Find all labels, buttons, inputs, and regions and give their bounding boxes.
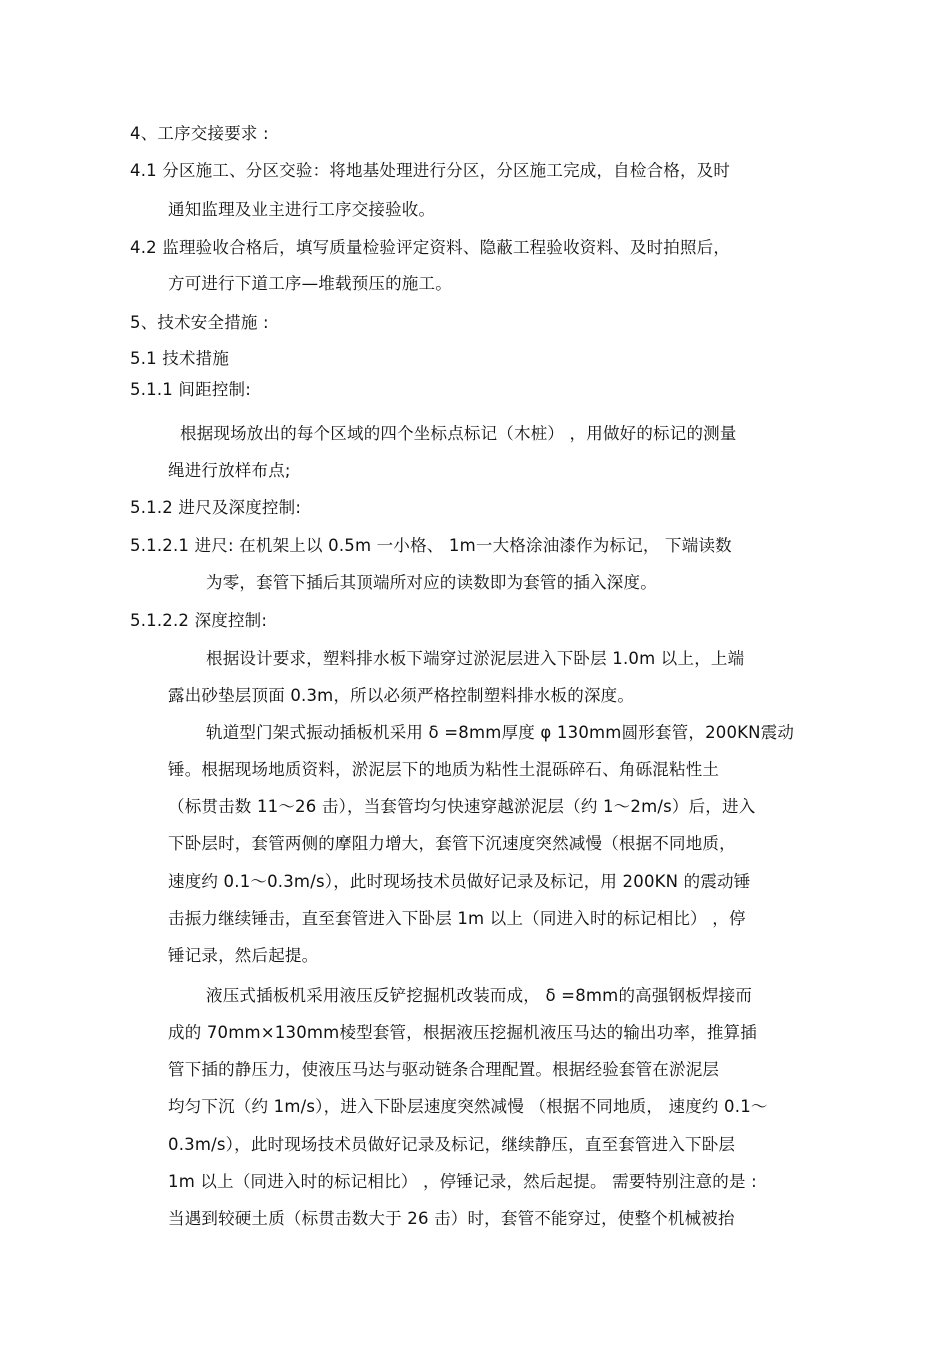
paragraph-rail-machine-line4: 下卧层时，套管两侧的摩阻力增大，套管下沉速度突然减慢（根据不同地质， <box>168 834 736 853</box>
paragraph-hydraulic-line2: 成的 70mm×130mm棱型套管，根据液压挖掘机液压马达的输出功率，推算插 <box>168 1023 757 1042</box>
paragraph-hydraulic-line5: 0.3m/s），此时现场技术员做好记录及标记，继续静压，直至套管进入下卧层 <box>168 1135 736 1154</box>
heading-5-1-1: 5.1.1 间距控制: <box>130 380 251 399</box>
paragraph-rail-machine-line1: 轨道型门架式振动插板机采用 δ =8mm厚度 φ 130mm圆形套管，200KN震动 <box>206 723 795 742</box>
paragraph-5-1-2-1-line2: 为零，套管下插后其顶端所对应的读数即为套管的插入深度。 <box>206 573 657 592</box>
heading-5-1-2: 5.1.2 进尺及深度控制: <box>130 498 302 517</box>
paragraph-rail-machine-line5: 速度约 0.1～0.3m/s），此时现场技术员做好记录及标记，用 200KN 的震动锤 <box>168 872 751 891</box>
paragraph-4-1-line1: 4.1 分区施工、分区交验：将地基处理进行分区，分区施工完成，自检合格，及时 <box>130 161 731 180</box>
paragraph-hydraulic-line4: 均匀下沉（约 1m/s），进入下卧层速度突然减慢 （根据不同地质， 速度约 0.1～ <box>168 1097 768 1116</box>
paragraph-5-1-2-1-line1: 5.1.2.1 进尺: 在机架上以 0.5m 一小格、 1m一大格涂油漆作为标记， 下端读数 <box>130 536 732 555</box>
paragraph-depth-line2: 露出砂垫层顶面 0.3m，所以必须严格控制塑料排水板的深度。 <box>168 686 635 705</box>
paragraph-4-2-line1: 4.2 监理验收合格后，填写质量检验评定资料、隐蔽工程验收资料、及时拍照后， <box>130 238 731 257</box>
paragraph-4-2-line2: 方可进行下道工序—堆载预压的施工。 <box>168 274 452 293</box>
paragraph-rail-machine-line3: （标贯击数 11～26 击），当套管均匀快速穿越淤泥层（约 1～2m/s）后，进入 <box>168 797 756 816</box>
paragraph-rail-machine-line6: 击振力继续锤击，直至套管进入下卧层 1m 以上（同进入时的标记相比） ，停 <box>168 909 746 928</box>
paragraph-hydraulic-line7: 当遇到较硬土质（标贯击数大于 26 击）时，套管不能穿过，使整个机械被抬 <box>168 1209 735 1228</box>
paragraph-4-1-line2: 通知监理及业主进行工序交接验收。 <box>168 200 436 219</box>
paragraph-depth-line1: 根据设计要求，塑料排水板下端穿过淤泥层进入下卧层 1.0m 以上，上端 <box>206 649 745 668</box>
paragraph-rail-machine-line7: 锤记录，然后起提。 <box>168 946 319 965</box>
paragraph-hydraulic-line3: 管下插的静压力，使液压马达与驱动链条合理配置。根据经验套管在淤泥层 <box>168 1060 720 1079</box>
heading-technical-safety-measures: 5、技术安全措施 : <box>130 313 269 332</box>
heading-5-1-2-2: 5.1.2.2 深度控制: <box>130 611 268 630</box>
heading-handover-requirements: 4、工序交接要求 : <box>130 124 269 143</box>
paragraph-hydraulic-line1: 液压式插板机采用液压反铲挖掘机改装而成， δ =8mm的高强钢板焊接而 <box>206 986 753 1005</box>
heading-5-1: 5.1 技术措施 <box>130 349 230 368</box>
paragraph-5-1-1-line1: 根据现场放出的每个区域的四个坐标点标记（木桩） ，用做好的标记的测量 <box>180 424 737 443</box>
paragraph-rail-machine-line2: 锤。根据现场地质资料，淤泥层下的地质为粘性土混砾碎石、角砾混粘性土 <box>168 760 720 779</box>
paragraph-hydraulic-line6: 1m 以上（同进入时的标记相比） ，停锤记录，然后起提。 需要特别注意的是 : <box>168 1172 757 1191</box>
paragraph-5-1-1-line2: 绳进行放样布点; <box>168 461 291 480</box>
